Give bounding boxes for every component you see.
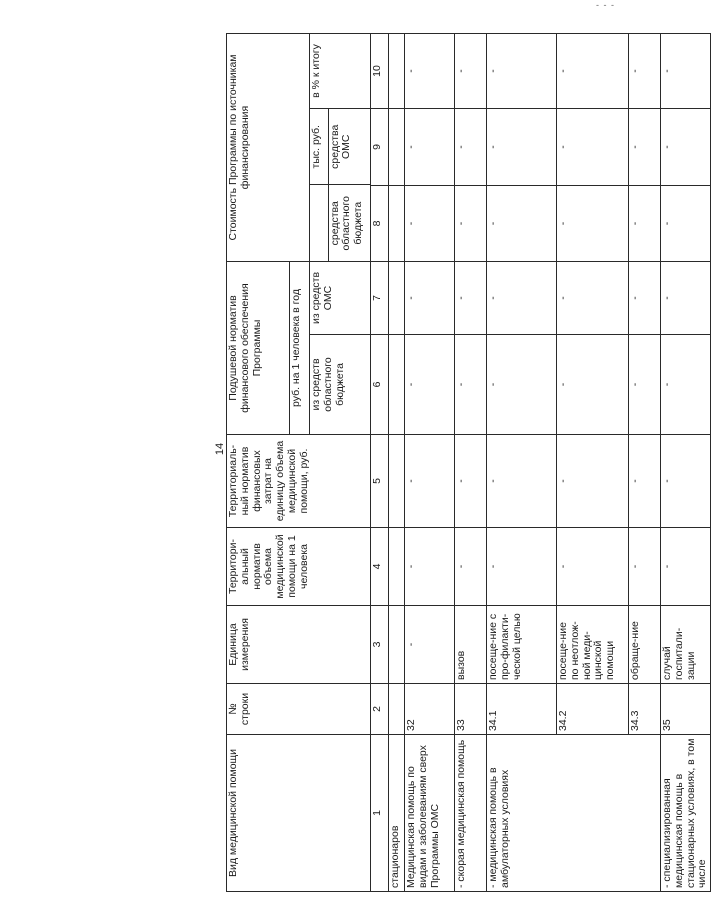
cell-dash: -	[455, 33, 487, 108]
header-kind: Вид медицинской помощи	[227, 735, 371, 892]
cell-dash: -	[455, 528, 487, 606]
colnum-9: 9	[371, 109, 389, 186]
cell-dash: -	[629, 435, 661, 528]
cell-dash: -	[557, 528, 629, 606]
program-cost-table	[226, 33, 711, 892]
row-label: - скорая медицинская помощь	[455, 735, 487, 892]
row-label: - специализированная медицинская помощь в стационарных условиях, в том числе	[661, 735, 711, 892]
row-number	[389, 684, 405, 735]
cell-dash: -	[405, 528, 455, 606]
cell-dash: -	[557, 186, 629, 262]
header-percent-total: в % к итогу	[310, 33, 371, 108]
cell-dash: -	[629, 528, 661, 606]
row-number: 32	[405, 684, 455, 735]
header-cost-regional: средства областного бюджета	[328, 196, 364, 251]
cell-dash: -	[661, 528, 711, 606]
cell-dash: -	[455, 335, 487, 435]
cell-dash: -	[629, 186, 661, 262]
cell-dash: -	[557, 335, 629, 435]
cell-dash: -	[661, 335, 711, 435]
cell-dash: -	[405, 186, 455, 262]
colnum-5: 5	[371, 435, 389, 528]
document-page	[226, 34, 709, 892]
row-unit: -	[405, 606, 455, 684]
row-number: 35	[661, 684, 711, 735]
header-regional-budget: из средств областного бюджета	[310, 335, 371, 435]
colnum-10: 10	[371, 33, 389, 108]
cell-dash: -	[557, 435, 629, 528]
cell-dash: -	[661, 109, 711, 186]
cell-dash: -	[629, 109, 661, 186]
cell-dash: -	[629, 33, 661, 108]
cell-dash: -	[487, 186, 557, 262]
row-label: - медицинская помощь в амбулаторных условиях	[487, 735, 661, 892]
header-per-capita-unit: руб. на 1 человека в год	[290, 262, 310, 435]
header-per-capita-group: Подушевой норматив финансового обеспечения Программы	[227, 262, 290, 435]
header-volume-norm: Территори-альный норматив объема медицинской помощи на 1 человека	[227, 528, 371, 606]
header-oms: из средств ОМС	[310, 262, 371, 335]
cell-dash: -	[661, 186, 711, 262]
row-unit	[389, 606, 405, 684]
colnum-2: 2	[371, 684, 389, 735]
row-number: 34.1	[487, 684, 557, 735]
cell-dash: -	[405, 33, 455, 108]
row-unit: случай госпитали-зации	[661, 606, 711, 684]
cell-dash: -	[487, 262, 557, 335]
cell-dash: -	[557, 262, 629, 335]
row-number: 34.3	[629, 684, 661, 735]
row-unit: вызов	[455, 606, 487, 684]
cost-sub-table	[310, 109, 370, 261]
row-label: Медицинская помощь по видам и заболеваниям сверх Программы ОМС	[405, 735, 455, 892]
cell-dash: -	[405, 435, 455, 528]
cell-dash: -	[661, 262, 711, 335]
cell-dash: -	[557, 109, 629, 186]
cell-dash: -	[455, 186, 487, 262]
cell-dash: -	[455, 109, 487, 186]
page-number: 14	[214, 442, 226, 456]
cell-dash: -	[487, 335, 557, 435]
cell-dash: -	[661, 435, 711, 528]
colnum-3: 3	[371, 606, 389, 684]
cell-dash: -	[629, 335, 661, 435]
row-number: 34.2	[557, 684, 629, 735]
colnum-4: 4	[371, 528, 389, 606]
cell-dash: -	[661, 33, 711, 108]
row-unit: посеще-ние по неотлож-ной меди-цинской помощи	[557, 606, 629, 684]
cell-dash: -	[455, 262, 487, 335]
cell-dash: -	[487, 528, 557, 606]
row-unit: посеще-ние с про-филакти-ческой целью	[487, 606, 557, 684]
cell-dash: -	[405, 335, 455, 435]
colnum-8: 8	[371, 186, 389, 262]
header-program-cost-group: Стоимость Программы по источникам финансирования	[227, 33, 310, 261]
cell-dash: -	[487, 109, 557, 186]
cell-dash: -	[405, 109, 455, 186]
cell-dash: -	[487, 33, 557, 108]
colnum-7: 7	[371, 262, 389, 335]
colnum-1: 1	[371, 735, 389, 892]
cell-dash: -	[455, 435, 487, 528]
header-row-number: № строки	[227, 684, 371, 735]
corner-mark: - - -	[596, 0, 615, 10]
header-unit: Единица измерения	[227, 606, 371, 684]
header-cost-sources	[310, 109, 371, 262]
rotated-table-wrapper	[226, 34, 709, 892]
cell-dash: -	[629, 262, 661, 335]
row-number: 33	[455, 684, 487, 735]
cell-dash: -	[405, 262, 455, 335]
header-cost-oms: средства ОМС	[328, 109, 370, 185]
row-label: стационаров	[389, 735, 405, 892]
row-unit: обраще-ние	[629, 606, 661, 684]
cell-dash: -	[487, 435, 557, 528]
header-cost-norm: Территориаль-ный норматив финансовых затрат на единицу объема медицинской помощи, руб.	[227, 435, 371, 528]
colnum-6: 6	[371, 335, 389, 435]
cell-dash: -	[557, 33, 629, 108]
header-thousand-rub: тыс. руб.	[310, 109, 328, 185]
